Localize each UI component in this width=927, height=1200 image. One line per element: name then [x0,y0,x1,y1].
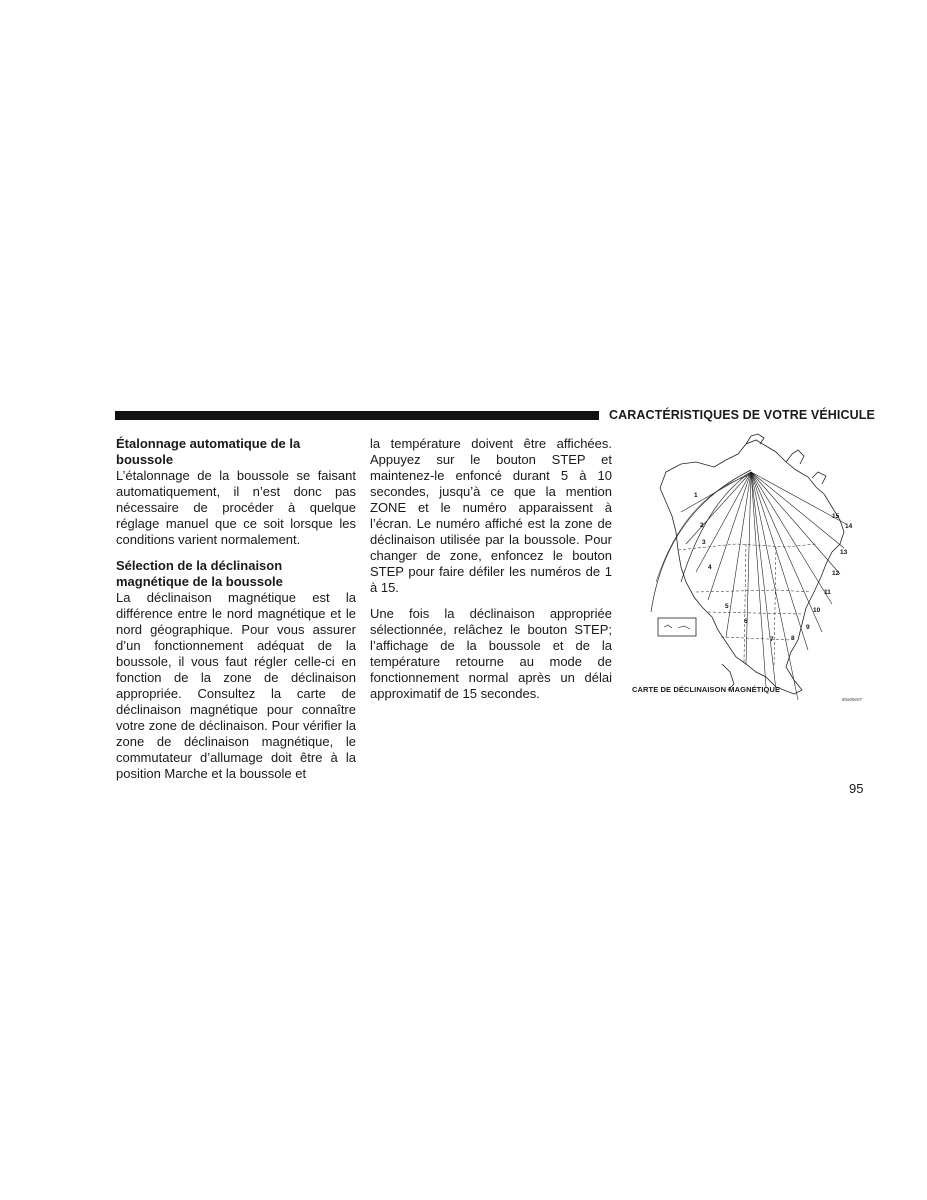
zone-label-7: 7 [770,636,774,643]
map-figure-code: 80a09e07 [842,697,863,702]
declination-map-graphic [626,432,866,707]
paragraph-zone-confirm: Une fois la déclinaison appropriée sélectionnée, relâchez le bouton STEP; l’affichage de la boussole et de la température retourne au mode de fonctionnement normal après un délai approximatif de 15 secondes. [370,606,612,701]
zone-label-2: 2 [700,522,704,529]
zone-label-15: 15 [832,513,840,520]
page-number: 95 [849,781,864,796]
border-lines [678,544,816,667]
zone-label-12: 12 [832,570,840,577]
declination-map [626,432,866,707]
zone-label-9: 9 [806,624,810,631]
zone-label-5: 5 [725,603,729,610]
zone-label-10: 10 [813,607,821,614]
inset-box [658,618,696,636]
heading-auto-calibration: Étalonnage automatique de la boussole [116,436,301,467]
zone-label-8: 8 [791,635,795,642]
paragraph-declination-selection: La déclinaison magnétique est la différence entre le nord magnétique et le nord géographique. Pour vous assurer d’un fonctionnement adéquat de la boussole, il vous faut régler celle-ci en fonction de la zone de déclinaison appropriée. Consultez la carte de déclinaison magnétique pour connaître votre zone de déclinaison. Pour vérifier la zone de déclinaison magnétique, le commutateur d’allumage doit être à la position Marche et la boussole et [116,590,356,781]
paragraph-zone-check: la température doivent être affichées. Appuyez sur le bouton STEP et maintenez-le enfoncé durant 5 à 10 secondes, jusqu’à ce que la mention ZONE et le numéro apparaissent à l’écran. Le numéro affiché est la zone de déclinaison utilisée par la boussole. Pour changer de zone, enfoncez le bouton STEP pour faire défiler les numéros de 1 à 15. [370,436,612,595]
heading-declination-selection: Sélection de la déclinaison magnétique de la boussole [116,558,283,589]
text-column-right [370,436,612,702]
zone-arc-inner [681,472,751,582]
zone-label-3: 3 [702,539,706,546]
section-title: CARACTÉRISTIQUES DE VOTRE VÉHICULE [609,408,875,422]
text-column-left [116,436,356,782]
zone-label-14: 14 [845,523,853,530]
map-caption: CARTE DE DÉCLINAISON MAGNÉTIQUE [632,685,781,694]
zone-label-13: 13 [840,549,848,556]
zone-label-6: 6 [744,618,748,625]
zone-label-11: 11 [824,589,831,596]
zone-arc-outer [651,470,751,612]
header-rule [115,411,599,420]
declination-lines [681,472,846,700]
zone-label-4: 4 [708,564,712,571]
paragraph-auto-calibration: L’étalonnage de la boussole se faisant automatiquement, il n’est donc pas nécessaire de procéder à quelque réglage manuel que ce soit lorsque les conditions varient normalement. [116,468,356,547]
zone-label-1: 1 [694,492,698,499]
